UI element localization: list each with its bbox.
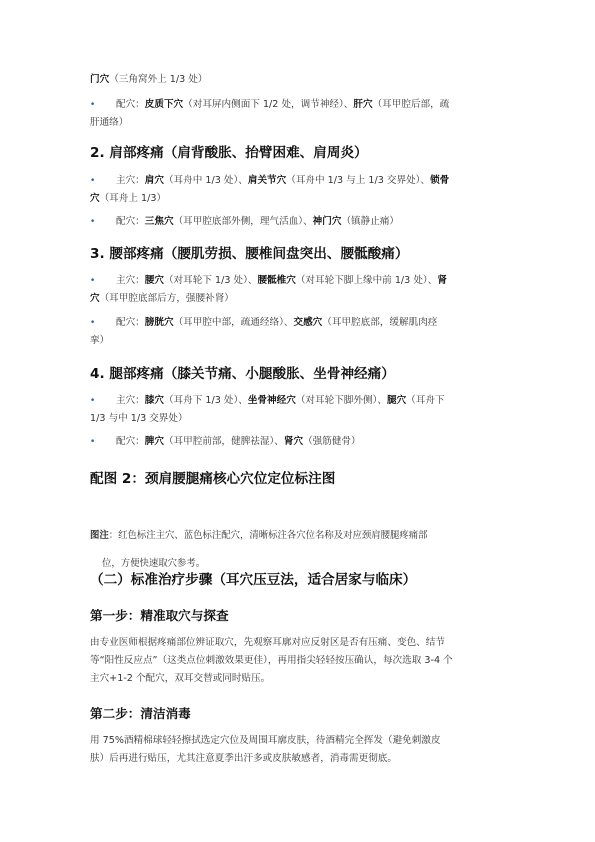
point-location: （三角窝外上 1/3 处） xyxy=(109,74,208,85)
bullet-main-shoulder: • 主穴：肩穴（耳舟中 1/3 处）、肩关节穴（耳舟中 1/3 与上 1/3 交界处）、锁骨 穴（耳舟上 1/3） xyxy=(90,172,510,208)
bullet-main-leg: • 主穴：膝穴（耳舟下 1/3 处）、坐骨神经穴（对耳轮下脚外侧）、腿穴（耳舟下 1/3 与中 1/3 交界处） xyxy=(90,392,510,428)
bullet-icon: • xyxy=(90,217,96,227)
bullet-icon: • xyxy=(90,100,96,110)
paragraph-men-point xyxy=(90,71,207,89)
bullet-icon: • xyxy=(90,437,96,447)
bullet-icon: • xyxy=(90,276,96,286)
bullet-secondary-leg: • 配穴：脾穴（耳甲腔前部，健脾祛湿）、肾穴（强筋健骨） xyxy=(90,433,510,451)
step1-body: 由专业医师根据疼痛部位辨证取穴，先观察耳廓对应反射区是否有压痛、变色、结节 等“阳性反应点”（这类点位刺激效果更佳），再用指尖轻轻按压确认，每次选取 3-4 个 主穴+1-2 个配穴，双耳交替或同时贴压。 xyxy=(90,637,453,684)
step1-title: 第一步：精准取穴与探查 xyxy=(90,608,229,623)
step2-title: 第二步：清洁消毒 xyxy=(90,706,191,721)
step2-body: 用 75%酒精棉球轻轻擦拭选定穴位及周围耳廓皮肤，待酒精完全挥发（避免刺激皮 肤）后再进行贴压，尤其注意夏季出汗多或皮肤敏感者，消毒需更彻底。 xyxy=(90,735,441,764)
bullet-secondary-neck: • 配穴：皮质下穴（对耳屏内侧面下 1/2 处，调节神经）、肝穴（耳甲腔后部，疏 肝通络） xyxy=(90,96,510,132)
bullet-secondary-shoulder: • 配穴：三焦穴（耳甲腔底部外侧，理气活血）、神门穴（镇静止痛） xyxy=(90,213,510,231)
section-heading-steps: （二）标准治疗步骤（耳穴压豆法，适合居家与临床） xyxy=(90,572,417,588)
figure-caption-heading: 配图 2：颈肩腰腿痛核心穴位定位标注图 xyxy=(90,471,336,487)
bullet-icon: • xyxy=(90,176,96,186)
point-name: 门穴 xyxy=(90,74,110,85)
section-heading-waist: 3. 腰部疼痛（腰肌劳损、腰椎间盘突出、腰骶酸痛） xyxy=(90,246,409,262)
bullet-icon: • xyxy=(90,396,96,406)
bullet-secondary-waist: • 配穴：膀胱穴（耳甲腔中部，疏通经络）、交感穴（耳甲腔底部，缓解肌肉痉 挛） xyxy=(90,314,510,350)
bullet-main-waist: • 主穴：腰穴（对耳轮下 1/3 处）、腰骶椎穴（对耳轮下脚上缘中前 1/3 处）、肾 穴（耳甲腔底部后方，强腰补肾） xyxy=(90,272,510,308)
section-heading-shoulder: 2. 肩部疼痛（肩背酸胀、抬臂困难、肩周炎） xyxy=(90,145,368,161)
section-heading-leg: 4. 腿部疼痛（膝关节痛、小腿酸胀、坐骨神经痛） xyxy=(90,366,395,382)
bullet-icon: • xyxy=(90,318,96,328)
figure-note: 图注：红色标注主穴、蓝色标注配穴，清晰标注各穴位名称及对应颈肩腰腿疼痛部 位，方便快速取穴参考。 xyxy=(90,530,428,569)
